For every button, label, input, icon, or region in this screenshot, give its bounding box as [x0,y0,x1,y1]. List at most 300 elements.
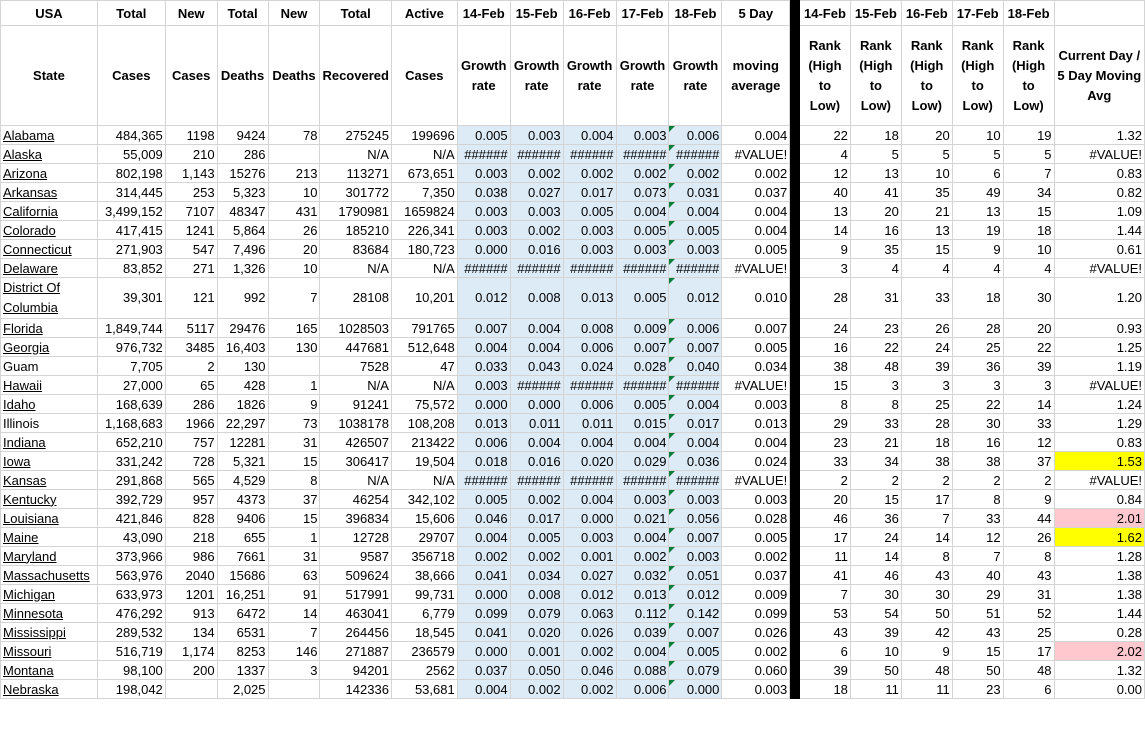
header-cell[interactable]: 16-Feb [563,1,616,26]
data-cell[interactable]: 78 [268,126,320,145]
data-cell[interactable]: 25 [901,395,952,414]
header-cell[interactable]: Rank (High to Low) [901,26,952,126]
data-cell[interactable]: 463041 [320,604,391,623]
data-cell[interactable]: 392,729 [97,490,165,509]
state-link[interactable]: District Of Columbia [1,278,98,319]
data-cell[interactable]: 0.004 [669,395,722,414]
header-cell[interactable]: Growth rate [669,26,722,126]
header-cell[interactable]: 18-Feb [669,1,722,26]
column-separator[interactable] [790,26,800,126]
ratio-cell[interactable]: 0.83 [1054,433,1144,452]
state-link[interactable]: Maine [1,528,98,547]
data-cell[interactable]: 0.050 [510,661,563,680]
data-cell[interactable]: ###### [669,471,722,490]
data-cell[interactable]: 38,666 [391,566,457,585]
data-cell[interactable]: 14 [268,604,320,623]
data-cell[interactable]: 1,326 [217,259,268,278]
data-cell[interactable]: 0.003 [669,240,722,259]
ratio-cell[interactable]: #VALUE! [1054,145,1144,164]
data-cell[interactable]: ###### [457,471,510,490]
data-cell[interactable]: 0.017 [510,509,563,528]
state-link[interactable]: Indiana [1,433,98,452]
data-cell[interactable]: 0.005 [669,642,722,661]
state-link[interactable]: Alabama [1,126,98,145]
data-cell[interactable]: 29 [800,414,851,433]
data-cell[interactable]: 75,572 [391,395,457,414]
header-cell[interactable]: Cases [391,26,457,126]
data-cell[interactable]: 20 [901,126,952,145]
data-cell[interactable]: 185210 [320,221,391,240]
data-cell[interactable]: 198,042 [97,680,165,699]
data-cell[interactable]: 0.011 [563,414,616,433]
header-cell[interactable]: Recovered [320,26,391,126]
data-cell[interactable]: 0.002 [510,164,563,183]
data-cell[interactable]: 1,143 [165,164,217,183]
data-cell[interactable]: 0.013 [616,585,669,604]
data-cell[interactable]: 0.002 [616,547,669,566]
data-cell[interactable]: 15 [268,452,320,471]
data-cell[interactable]: 46254 [320,490,391,509]
data-cell[interactable]: 0.007 [616,338,669,357]
data-cell[interactable]: 34 [850,452,901,471]
data-cell[interactable]: 20 [850,202,901,221]
data-cell[interactable]: 271 [165,259,217,278]
ratio-cell[interactable]: 1.38 [1054,566,1144,585]
data-cell[interactable]: 43 [952,623,1003,642]
data-cell[interactable]: 4 [901,259,952,278]
data-cell[interactable]: 0.051 [669,566,722,585]
data-cell[interactable]: 9424 [217,126,268,145]
data-cell[interactable]: 992 [217,278,268,319]
data-cell[interactable]: 8 [1003,547,1054,566]
data-cell[interactable]: 9587 [320,547,391,566]
data-cell[interactable]: 1337 [217,661,268,680]
ratio-cell[interactable]: 0.61 [1054,240,1144,259]
data-cell[interactable]: 517991 [320,585,391,604]
data-cell[interactable]: 5117 [165,319,217,338]
data-cell[interactable]: 38 [952,452,1003,471]
header-cell[interactable]: 15-Feb [510,1,563,26]
data-cell[interactable]: 39 [1003,357,1054,376]
data-cell[interactable]: 0.007 [669,338,722,357]
data-cell[interactable]: 6 [1003,680,1054,699]
header-cell[interactable]: Deaths [217,26,268,126]
ratio-cell[interactable]: 0.84 [1054,490,1144,509]
data-cell[interactable]: 12 [1003,433,1054,452]
ratio-cell[interactable]: 0.28 [1054,623,1144,642]
header-cell[interactable]: 5 Day [722,1,790,26]
data-cell[interactable]: 0.033 [457,357,510,376]
data-cell[interactable]: 7528 [320,357,391,376]
data-cell[interactable]: 0.005 [616,278,669,319]
data-cell[interactable]: 210 [165,145,217,164]
data-cell[interactable]: 11 [800,547,851,566]
header-cell[interactable]: Cases [165,26,217,126]
state-link[interactable]: Arkansas [1,183,98,202]
data-cell[interactable]: 8253 [217,642,268,661]
data-cell[interactable]: 0.012 [669,278,722,319]
data-cell[interactable]: 0.041 [457,623,510,642]
data-cell[interactable]: 0.013 [722,414,790,433]
state-link[interactable]: Florida [1,319,98,338]
data-cell[interactable]: 7 [901,509,952,528]
data-cell[interactable]: 0.004 [510,433,563,452]
data-cell[interactable]: 18 [901,433,952,452]
data-cell[interactable]: 130 [217,357,268,376]
data-cell[interactable]: 18,545 [391,623,457,642]
data-cell[interactable]: 0.003 [616,490,669,509]
data-cell[interactable]: 6 [952,164,1003,183]
data-cell[interactable]: 0.002 [563,642,616,661]
data-cell[interactable]: 0.003 [616,240,669,259]
data-cell[interactable]: 165 [268,319,320,338]
data-cell[interactable]: 0.037 [722,566,790,585]
header-cell[interactable]: Total [97,1,165,26]
data-cell[interactable]: 0.011 [510,414,563,433]
data-cell[interactable]: 18 [850,126,901,145]
data-cell[interactable]: ###### [616,471,669,490]
data-cell[interactable]: 36 [850,509,901,528]
data-cell[interactable]: 757 [165,433,217,452]
data-cell[interactable]: 3 [1003,376,1054,395]
data-cell[interactable]: 791765 [391,319,457,338]
data-cell[interactable]: 0.027 [563,566,616,585]
data-cell[interactable]: 199696 [391,126,457,145]
header-cell[interactable] [1054,1,1144,26]
data-cell[interactable]: 22 [1003,338,1054,357]
data-cell[interactable]: N/A [320,376,391,395]
data-cell[interactable]: 0.000 [457,240,510,259]
ratio-cell[interactable]: 1.29 [1054,414,1144,433]
data-cell[interactable] [268,357,320,376]
data-cell[interactable]: 34 [1003,183,1054,202]
data-cell[interactable]: #VALUE! [722,471,790,490]
data-cell[interactable]: ###### [669,145,722,164]
ratio-cell[interactable]: #VALUE! [1054,259,1144,278]
data-cell[interactable]: 0.000 [457,642,510,661]
data-cell[interactable]: 91 [268,585,320,604]
data-cell[interactable]: 253 [165,183,217,202]
data-cell[interactable]: 0.034 [510,566,563,585]
data-cell[interactable]: 22 [850,338,901,357]
data-cell[interactable]: 15 [850,490,901,509]
data-cell[interactable]: 0.032 [616,566,669,585]
data-cell[interactable]: 476,292 [97,604,165,623]
data-cell[interactable]: 7,350 [391,183,457,202]
data-cell[interactable]: 447681 [320,338,391,357]
data-cell[interactable]: 0.013 [563,278,616,319]
header-cell[interactable]: Growth rate [563,26,616,126]
data-cell[interactable]: 53 [800,604,851,623]
ratio-cell[interactable]: 0.83 [1054,164,1144,183]
data-cell[interactable]: 19 [952,221,1003,240]
data-cell[interactable]: 218 [165,528,217,547]
data-cell[interactable]: 0.002 [616,164,669,183]
data-cell[interactable]: 142336 [320,680,391,699]
data-cell[interactable]: 0.002 [722,547,790,566]
data-cell[interactable]: 50 [952,661,1003,680]
data-cell[interactable]: N/A [391,259,457,278]
header-cell[interactable]: State [1,26,98,126]
data-cell[interactable]: N/A [391,376,457,395]
data-cell[interactable]: N/A [320,471,391,490]
data-cell[interactable]: 0.046 [563,661,616,680]
data-cell[interactable]: 10 [952,126,1003,145]
ratio-cell[interactable]: 1.38 [1054,585,1144,604]
data-cell[interactable]: 30 [901,585,952,604]
header-cell[interactable]: Growth rate [510,26,563,126]
data-cell[interactable]: 0.020 [563,452,616,471]
data-cell[interactable]: 48347 [217,202,268,221]
data-cell[interactable]: 14 [1003,395,1054,414]
data-cell[interactable]: 0.088 [616,661,669,680]
data-cell[interactable]: 52 [1003,604,1054,623]
data-cell[interactable]: 7 [952,547,1003,566]
data-cell[interactable]: 37 [1003,452,1054,471]
data-cell[interactable]: 0.003 [563,221,616,240]
data-cell[interactable]: 0.003 [722,680,790,699]
data-cell[interactable]: 23 [800,433,851,452]
data-cell[interactable]: 0.005 [457,126,510,145]
data-cell[interactable]: 913 [165,604,217,623]
header-cell[interactable]: Deaths [268,26,320,126]
ratio-cell[interactable]: 2.01 [1054,509,1144,528]
data-cell[interactable]: 23 [850,319,901,338]
ratio-cell[interactable]: 1.19 [1054,357,1144,376]
data-cell[interactable]: ###### [510,471,563,490]
data-cell[interactable]: 0.028 [722,509,790,528]
data-cell[interactable]: 0.007 [457,319,510,338]
ratio-cell[interactable]: 1.09 [1054,202,1144,221]
data-cell[interactable]: 11 [850,680,901,699]
data-cell[interactable]: 11 [901,680,952,699]
ratio-cell[interactable]: 1.32 [1054,126,1144,145]
data-cell[interactable]: 0.003 [669,490,722,509]
data-cell[interactable]: 5 [952,145,1003,164]
state-link[interactable]: Colorado [1,221,98,240]
data-cell[interactable]: 0.099 [722,604,790,623]
data-cell[interactable]: ###### [510,145,563,164]
header-cell[interactable]: 18-Feb [1003,1,1054,26]
data-cell[interactable]: 39 [901,357,952,376]
data-cell[interactable]: 0.010 [722,278,790,319]
data-cell[interactable]: 20 [1003,319,1054,338]
data-cell[interactable]: 0.006 [669,126,722,145]
ratio-cell[interactable]: 1.25 [1054,338,1144,357]
data-cell[interactable]: N/A [320,259,391,278]
data-cell[interactable]: 331,242 [97,452,165,471]
data-cell[interactable]: 356718 [391,547,457,566]
data-cell[interactable]: 108,208 [391,414,457,433]
data-cell[interactable]: 0.004 [722,433,790,452]
ratio-cell[interactable]: 1.62 [1054,528,1144,547]
data-cell[interactable]: 14 [901,528,952,547]
data-cell[interactable]: N/A [320,145,391,164]
data-cell[interactable]: 12281 [217,433,268,452]
data-cell[interactable]: 0.003 [722,490,790,509]
data-cell[interactable]: 802,198 [97,164,165,183]
data-cell[interactable]: 91241 [320,395,391,414]
state-link[interactable]: Arizona [1,164,98,183]
data-cell[interactable]: 28 [901,414,952,433]
data-cell[interactable] [165,680,217,699]
state-link[interactable]: Nebraska [1,680,98,699]
data-cell[interactable]: 16,403 [217,338,268,357]
header-cell[interactable]: 15-Feb [850,1,901,26]
data-cell[interactable]: 168,639 [97,395,165,414]
data-cell[interactable]: 5 [1003,145,1054,164]
data-cell[interactable]: 0.000 [457,395,510,414]
data-cell[interactable]: 2040 [165,566,217,585]
data-cell[interactable]: 9 [268,395,320,414]
data-cell[interactable]: 484,365 [97,126,165,145]
data-cell[interactable]: 2 [1003,471,1054,490]
data-cell[interactable]: 0.008 [510,278,563,319]
data-cell[interactable]: 655 [217,528,268,547]
data-cell[interactable]: 0.003 [457,202,510,221]
data-cell[interactable]: 0.002 [510,490,563,509]
data-cell[interactable]: 55,009 [97,145,165,164]
state-link[interactable]: Hawaii [1,376,98,395]
data-cell[interactable]: 27,000 [97,376,165,395]
data-cell[interactable]: 512,648 [391,338,457,357]
data-cell[interactable]: 0.015 [616,414,669,433]
data-cell[interactable]: 0.002 [722,642,790,661]
state-link[interactable]: Idaho [1,395,98,414]
data-cell[interactable]: 14 [850,547,901,566]
data-cell[interactable]: 28108 [320,278,391,319]
data-cell[interactable]: 43 [901,566,952,585]
data-cell[interactable]: 14 [800,221,851,240]
data-cell[interactable]: 15 [1003,202,1054,221]
data-cell[interactable]: 0.000 [669,680,722,699]
data-cell[interactable]: 7 [1003,164,1054,183]
header-cell[interactable]: 16-Feb [901,1,952,26]
state-link[interactable]: Missouri [1,642,98,661]
data-cell[interactable]: 31 [1003,585,1054,604]
data-cell[interactable]: 0.018 [457,452,510,471]
state-link[interactable]: Montana [1,661,98,680]
data-cell[interactable]: 0.006 [616,680,669,699]
header-cell[interactable]: New [268,1,320,26]
data-cell[interactable]: 728 [165,452,217,471]
data-cell[interactable]: 0.005 [722,528,790,547]
data-cell[interactable]: 6531 [217,623,268,642]
data-cell[interactable]: 3 [850,376,901,395]
state-link[interactable]: Minnesota [1,604,98,623]
data-cell[interactable]: 0.004 [510,319,563,338]
data-cell[interactable]: ###### [563,145,616,164]
data-cell[interactable]: 29 [952,585,1003,604]
data-cell[interactable]: 33 [1003,414,1054,433]
data-cell[interactable]: 2 [165,357,217,376]
data-cell[interactable]: 1028503 [320,319,391,338]
data-cell[interactable]: 2 [800,471,851,490]
data-cell[interactable]: 0.001 [563,547,616,566]
ratio-cell[interactable]: #VALUE! [1054,471,1144,490]
data-cell[interactable]: 50 [901,604,952,623]
data-cell[interactable]: 5 [850,145,901,164]
data-cell[interactable]: 986 [165,547,217,566]
ratio-cell[interactable]: 1.20 [1054,278,1144,319]
data-cell[interactable]: 0.000 [563,509,616,528]
data-cell[interactable] [268,680,320,699]
data-cell[interactable]: 13 [850,164,901,183]
data-cell[interactable]: 6472 [217,604,268,623]
data-cell[interactable]: 98,100 [97,661,165,680]
state-link[interactable]: Massachusetts [1,566,98,585]
data-cell[interactable]: 0.073 [616,183,669,202]
data-cell[interactable]: 31 [268,547,320,566]
data-cell[interactable]: 0.002 [510,221,563,240]
data-cell[interactable]: 31 [268,433,320,452]
data-cell[interactable]: 26 [901,319,952,338]
data-cell[interactable]: 1198 [165,126,217,145]
data-cell[interactable]: 43 [1003,566,1054,585]
data-cell[interactable]: 0.005 [616,221,669,240]
data-cell[interactable]: 509624 [320,566,391,585]
data-cell[interactable]: 7 [268,623,320,642]
data-cell[interactable]: 0.002 [669,164,722,183]
data-cell[interactable]: 0.031 [669,183,722,202]
data-cell[interactable]: 9 [800,240,851,259]
data-cell[interactable]: 0.003 [510,202,563,221]
data-cell[interactable]: 40 [952,566,1003,585]
data-cell[interactable]: 0.016 [510,452,563,471]
data-cell[interactable]: 0.012 [669,585,722,604]
data-cell[interactable]: 2 [901,471,952,490]
data-cell[interactable]: 15 [800,376,851,395]
data-cell[interactable]: 13 [952,202,1003,221]
state-link[interactable]: Georgia [1,338,98,357]
data-cell[interactable]: 0.043 [510,357,563,376]
ratio-cell[interactable]: 0.82 [1054,183,1144,202]
data-cell[interactable]: 7,496 [217,240,268,259]
data-cell[interactable]: 180,723 [391,240,457,259]
data-cell[interactable]: 2,025 [217,680,268,699]
data-cell[interactable]: 0.056 [669,509,722,528]
data-cell[interactable]: 0.008 [510,585,563,604]
data-cell[interactable]: 130 [268,338,320,357]
data-cell[interactable]: 8 [952,490,1003,509]
data-cell[interactable]: 0.099 [457,604,510,623]
data-cell[interactable]: ###### [669,376,722,395]
data-cell[interactable]: 0.112 [616,604,669,623]
data-cell[interactable]: 5,864 [217,221,268,240]
data-cell[interactable]: ###### [616,259,669,278]
data-cell[interactable]: 0.046 [457,509,510,528]
data-cell[interactable]: 426507 [320,433,391,452]
data-cell[interactable]: 36 [952,357,1003,376]
data-cell[interactable]: 0.003 [457,164,510,183]
data-cell[interactable]: 0.004 [722,202,790,221]
data-cell[interactable]: 226,341 [391,221,457,240]
data-cell[interactable]: 39,301 [97,278,165,319]
data-cell[interactable]: 286 [217,145,268,164]
data-cell[interactable]: 291,868 [97,471,165,490]
data-cell[interactable]: 3 [268,661,320,680]
data-cell[interactable]: 0.004 [563,433,616,452]
data-cell[interactable]: 35 [901,183,952,202]
data-cell[interactable]: 9406 [217,509,268,528]
data-cell[interactable]: 1,849,744 [97,319,165,338]
data-cell[interactable]: 0.004 [616,642,669,661]
data-cell[interactable]: 0.013 [457,414,510,433]
data-cell[interactable]: 8 [268,471,320,490]
data-cell[interactable]: 94201 [320,661,391,680]
data-cell[interactable]: 0.004 [669,433,722,452]
state-link[interactable]: Illinois [1,414,98,433]
